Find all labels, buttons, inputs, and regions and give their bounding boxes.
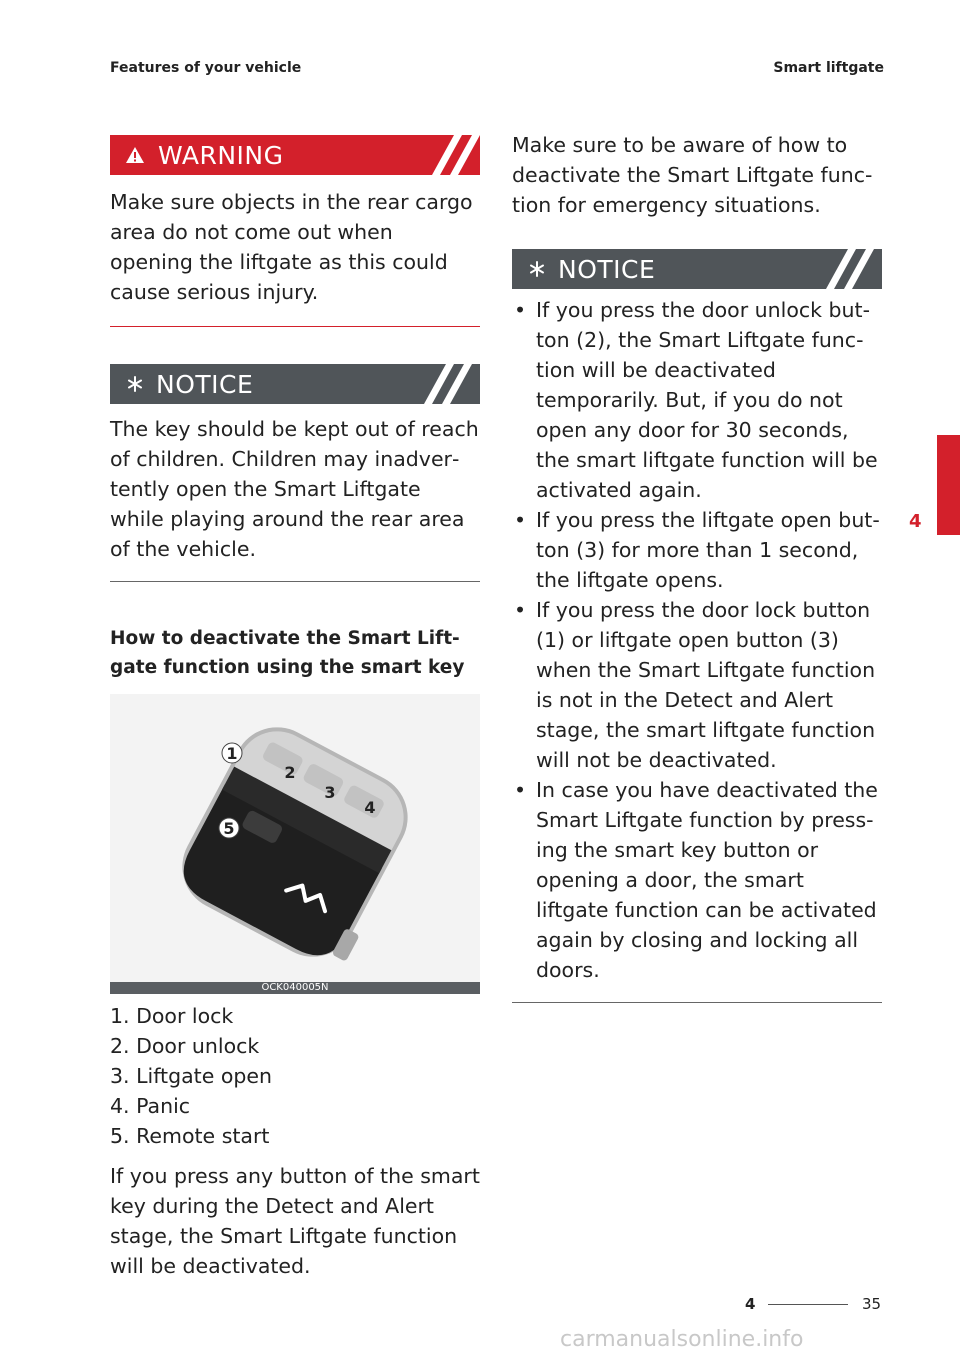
callout-3: 3 [324, 783, 336, 802]
notice-text-left: The key should be kept out of reach of children. Children may inadvertently open the Smart Liftgate while playing around the rear area of the vehicle. [110, 417, 479, 561]
button-list [110, 1001, 480, 1151]
list-item: • If you press the liftgate open button (3) for more than 1 second, the liftgate opens. [512, 505, 882, 595]
callout-4: 4 [364, 798, 376, 817]
intro-text: Make sure to be aware of how to deactivate the Smart Liftgate function for emergency situations. [512, 133, 873, 217]
list-item: 2. Door unlock [110, 1034, 260, 1058]
callout-2: 2 [284, 763, 296, 782]
notice-title-right: NOTICE [558, 254, 656, 284]
chapter-tab-number: 4 [909, 511, 922, 532]
notice-bullets [512, 295, 882, 985]
notice-title-left: NOTICE [156, 369, 254, 399]
page-number: 35 [862, 1295, 882, 1313]
list-item: 5. Remote start [110, 1124, 270, 1148]
banner-stripes [410, 364, 480, 404]
list-item: • If you press the door lock button (1) or liftgate open button (3) when the Smart Liftgate function is not in the Detect and Alert stage, the smart liftgate function will not be deactivated. [512, 595, 882, 775]
footer-chapter: 4 [745, 1295, 756, 1313]
watermark: carmanualsonline.info [560, 1327, 804, 1352]
callout-5: 5 [223, 819, 235, 838]
smart-key-figure [110, 694, 480, 994]
smart-key-illustration [110, 694, 480, 982]
warning-divider [110, 326, 480, 327]
left-column [110, 135, 480, 1281]
list-item: 4. Panic [110, 1094, 191, 1118]
asterisk-icon [526, 258, 548, 280]
list-item: 1. Door lock [110, 1004, 234, 1028]
notice-banner-left [110, 364, 480, 404]
notice-divider-right [512, 1002, 882, 1003]
closing-text: If you press any button of the smart key during the Detect and Alert stage, the Smart Liftgate function will be deactivated. [110, 1164, 480, 1278]
running-header-topic: Smart liftgate [773, 60, 884, 76]
warning-banner [110, 135, 480, 175]
right-column [512, 130, 882, 1003]
warning-triangle-icon [124, 144, 146, 166]
warning-title: WARNING [158, 140, 284, 170]
footer-rule [768, 1304, 848, 1305]
bullet-dot: • [514, 598, 527, 622]
list-item: • If you press the door unlock button (2), the Smart Liftgate function will be deactivated temporarily. But, if you do not open any door for 30 seconds, the smart liftgate function will be activated again. [512, 295, 882, 505]
banner-stripes [410, 135, 480, 175]
callout-1: 1 [226, 744, 238, 763]
bullet-dot: • [514, 508, 527, 532]
running-header-section: Features of your vehicle [110, 60, 302, 76]
warning-text: Make sure objects in the rear cargo area do not come out when opening the liftgate as this could cause serious injury. [110, 190, 473, 304]
bullet-dot: • [514, 778, 527, 802]
notice-divider-left [110, 581, 480, 582]
notice-banner-right [512, 249, 882, 289]
asterisk-icon [124, 373, 146, 395]
bullet-dot: • [514, 298, 527, 322]
section-heading: How to deactivate the Smart Liftgate function using the smart key [110, 628, 465, 678]
list-item: 3. Liftgate open [110, 1064, 272, 1088]
figure-caption: OCK040005N [110, 982, 480, 994]
list-item: • In case you have deactivated the Smart Liftgate function by pressing the smart key button or opening a door, the smart liftgate function can be activated again by closing and locking all doors. [512, 775, 882, 985]
chapter-tab [937, 435, 960, 535]
banner-stripes [812, 249, 882, 289]
